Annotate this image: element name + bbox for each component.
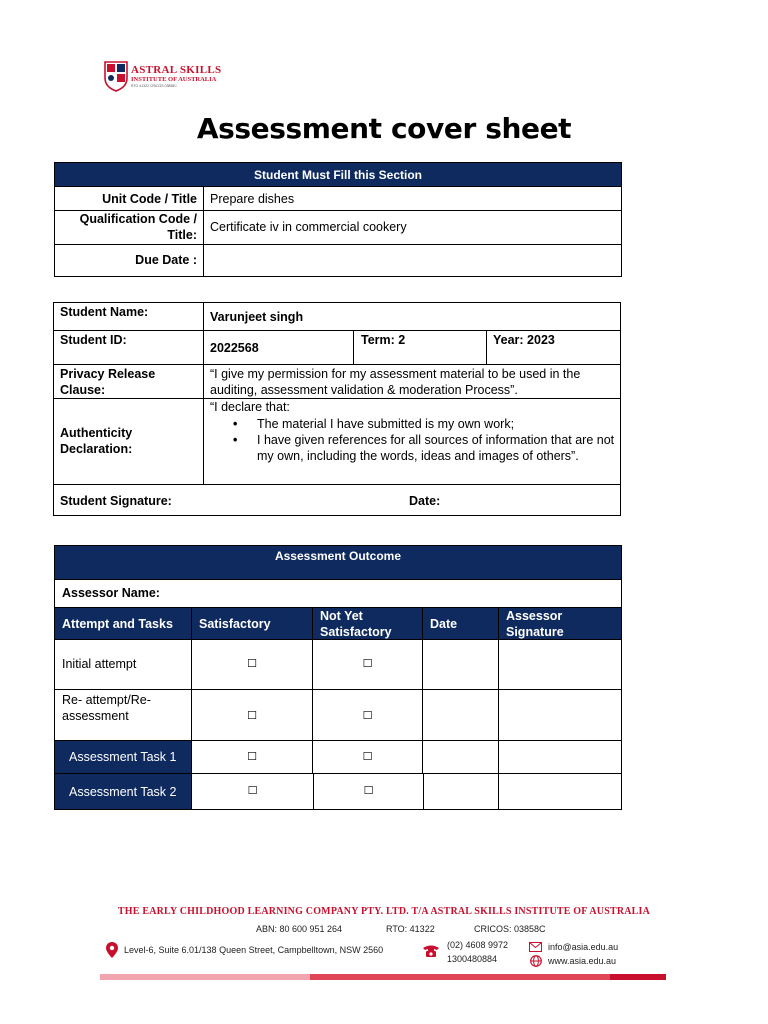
logo-tagline: RTO 41322 CRICOS 03858C [131,84,177,88]
task1-satisfactory-checkbox[interactable]: ☐ [192,741,313,774]
authenticity-declaration-text [204,399,620,485]
assessor-name-label: Assessor Name: [55,580,621,608]
student-name-label: Student Name: [54,303,204,331]
qualification-code-label: Qualification Code / Title: [55,211,204,245]
footer-address: Level-6, Suite 6.01/138 Queen Street, Campbelltown, NSW 2560 [124,945,384,955]
col-not-yet-satisfactory: Not Yet Satisfactory [313,608,423,640]
location-pin-icon [106,942,118,958]
task1-signature-field[interactable] [499,741,621,774]
footer-rto: RTO: 41322 [386,924,435,934]
footer-bar-dark [610,974,666,980]
initial-date-field[interactable] [423,640,499,690]
crest-icon [103,60,129,92]
footer-phone-1: (02) 4608 9972 [447,940,509,950]
task2-signature-field[interactable] [499,774,621,809]
initial-signature-field[interactable] [499,640,621,690]
student-id-field[interactable]: 2022568 [204,331,354,365]
declaration-intro: “I declare that: [210,400,290,414]
row-reattempt-label: Re- attempt/Re-assessment [55,690,192,741]
declaration-item: • The material I have submitted is my own work; [210,416,620,432]
initial-not-yet-checkbox[interactable]: ☐ [313,640,423,690]
declaration-item: • I have given references for all sources of information that are not my own, including the words, ideas and images of others”. [210,432,620,464]
initial-satisfactory-checkbox[interactable]: ☐ [192,640,313,690]
reattempt-satisfactory-checkbox[interactable]: ☐ [192,690,313,741]
col-date: Date [423,608,499,640]
task2-not-yet-checkbox[interactable]: ☐ [314,774,424,809]
footer-bar-mid [310,974,610,980]
footer-bar-light [100,974,310,980]
task1-date-field[interactable] [423,741,499,774]
reattempt-signature-field[interactable] [499,690,621,741]
student-name-field[interactable]: Varunjeet singh [204,303,620,331]
privacy-release-text: “I give my permission for my assessment material to be used in the auditing, assessment validation & moderation Process”. [204,365,620,399]
row-task-1-label: Assessment Task 1 [55,741,192,774]
globe-icon [530,955,542,967]
footer-abn: ABN: 80 600 951 264 [256,924,343,934]
assessment-outcome-table [54,545,622,810]
page-title: Assessment cover sheet [196,112,572,145]
unit-code-label: Unit Code / Title [55,187,204,211]
row-initial-attempt-label: Initial attempt [55,640,192,690]
privacy-release-label: Privacy Release Clause: [54,365,204,399]
email-icon [529,942,542,952]
logo-name: ASTRAL SKILLS [131,64,222,76]
reattempt-date-field[interactable] [423,690,499,741]
footer-cricos: CRICOS: 03858C [474,924,546,934]
student-section-heading: Student Must Fill this Section [55,163,621,187]
telephone-icon [422,944,440,958]
term-field[interactable]: Term: 2 [354,331,487,365]
date-label: Date: [409,494,441,508]
task2-date-field[interactable] [424,774,499,809]
due-date-label: Due Date : [55,245,204,276]
task2-satisfactory-checkbox[interactable]: ☐ [192,774,314,809]
task1-not-yet-checkbox[interactable]: ☐ [313,741,423,774]
footer-company: THE EARLY CHILDHOOD LEARNING COMPANY PTY. LTD. T/A ASTRAL SKILLS INSTITUTE OF AUSTRALIA [117,906,651,917]
student-details-table [53,302,621,516]
signature-row [54,485,620,515]
footer-website[interactable]: www.asia.edu.au [548,956,617,966]
due-date-field[interactable] [204,245,621,276]
declaration-list [210,416,620,464]
col-satisfactory: Satisfactory [192,608,313,640]
reattempt-not-yet-checkbox[interactable]: ☐ [313,690,423,741]
unit-code-field[interactable]: Prepare dishes [204,187,621,211]
student-section-table [54,162,622,277]
footer-phone-2: 1300480884 [447,954,498,964]
col-attempt-tasks: Attempt and Tasks [55,608,192,640]
logo-subtitle: INSTITUTE OF AUSTRALIA [131,76,217,83]
student-id-label: Student ID: [54,331,204,365]
student-signature-label: Student Signature: [60,494,172,508]
footer-email[interactable]: info@asia.edu.au [548,942,619,952]
qualification-code-field[interactable]: Certificate iv in commercial cookery [204,211,621,245]
year-field[interactable]: Year: 2023 [487,331,620,365]
authenticity-declaration-label: Authenticity Declaration: [54,399,204,485]
assessment-outcome-heading: Assessment Outcome [55,546,621,580]
row-task-2-label: Assessment Task 2 [55,774,192,809]
col-assessor-signature: Assessor Signature [499,608,621,640]
institute-logo [103,60,223,94]
